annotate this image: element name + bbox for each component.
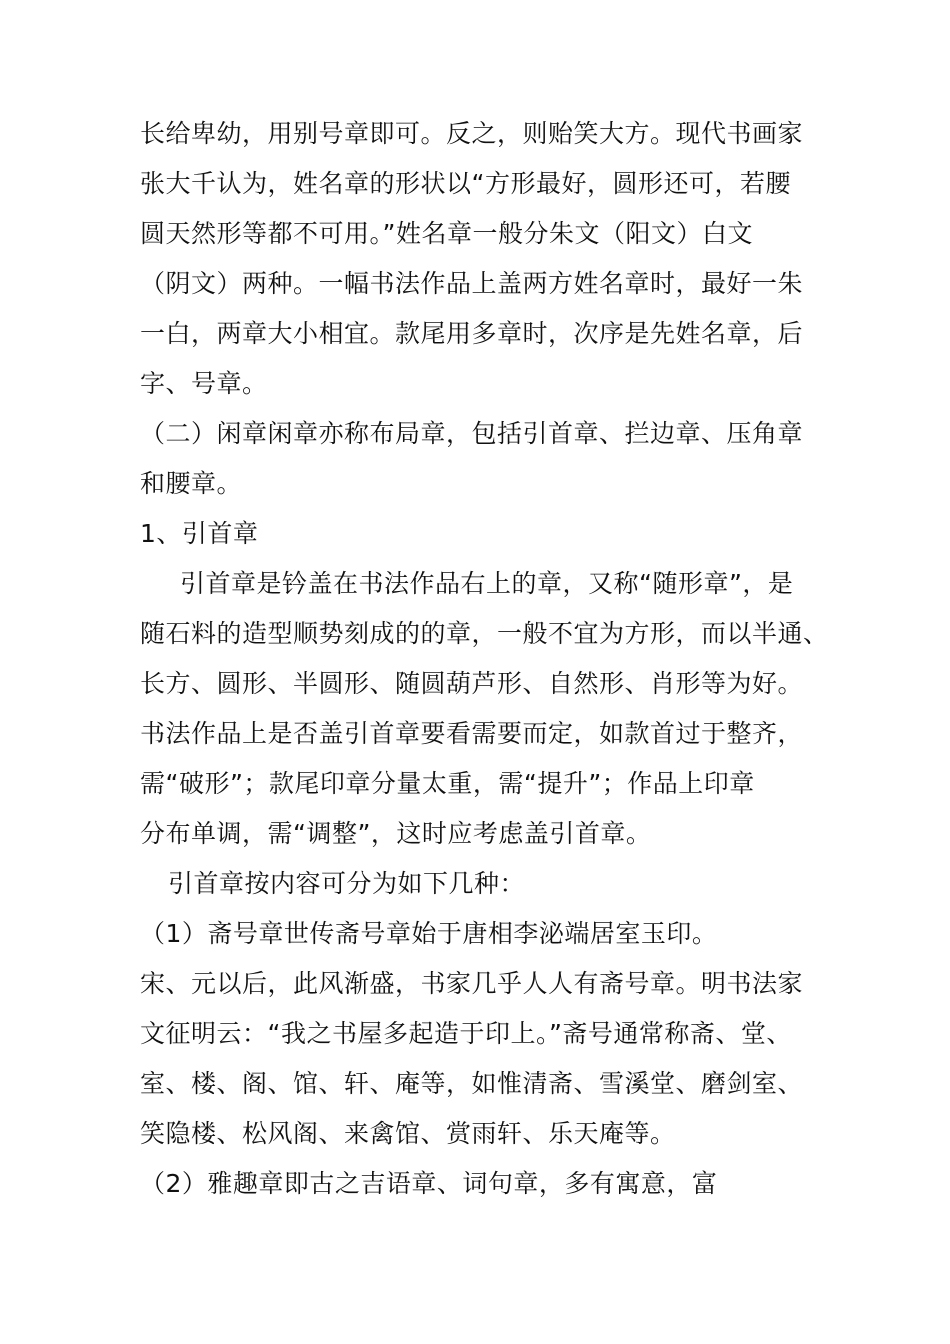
list-item: （1）斋号章世传斋号章始于唐相李泌端居室玉印。 (140, 919, 718, 948)
text-line: 字、号章。 (140, 369, 268, 398)
text-line: 笑隐楼、松风阁、来禽馆、赏雨轩、乐天庵等。 (140, 1119, 676, 1148)
text-line: 室、楼、阁、馆、轩、庵等，如惟清斋、雪溪堂、磨剑室、 (140, 1069, 804, 1098)
text-line: 引首章是钤盖在书法作品右上的章，又称“随形章”，是 (180, 569, 794, 598)
text-line: 书法作品上是否盖引首章要看需要而定，如款首过于整齐， (140, 719, 804, 748)
subsection-heading: 1、引首章 (140, 519, 259, 548)
text-line: 一白，两章大小相宜。款尾用多章时，次序是先姓名章，后 (140, 319, 804, 348)
text-line: 引首章按内容可分为如下几种： (168, 869, 526, 898)
text-line: 宋、元以后，此风渐盛，书家几乎人人有斋号章。明书法家 (140, 969, 804, 998)
section-heading: （二）闲章闲章亦称布局章，包括引首章、拦边章、压角章 (140, 419, 804, 448)
text-line: 长方、圆形、半圆形、随圆葫芦形、自然形、肖形等为好。 (140, 669, 804, 698)
text-line: 张大千认为，姓名章的形状以“方形最好，圆形还可，若腰 (140, 169, 791, 198)
text-line: 文征明云：“我之书屋多起造于印上。”斋号通常称斋、堂、 (140, 1019, 792, 1048)
text-line: 分布单调，需“调整”，这时应考虑盖引首章。 (140, 819, 652, 848)
text-line: 圆天然形等都不可用。”姓名章一般分朱文（阳文）白文 (140, 219, 753, 248)
text-line: （阴文）两种。一幅书法作品上盖两方姓名章时，最好一朱 (140, 269, 804, 298)
text-line: 长给卑幼，用别号章即可。反之，则贻笑大方。现代书画家 (140, 119, 804, 148)
text-line: 随石料的造型顺势刻成的的章，一般不宜为方形，而以半通、 (140, 619, 829, 648)
text-line: 和腰章。 (140, 469, 243, 498)
text-line: 需“破形”；款尾印章分量太重，需“提升”；作品上印章 (140, 769, 755, 798)
list-item: （2）雅趣章即古之吉语章、词句章，多有寓意，富 (140, 1169, 718, 1198)
